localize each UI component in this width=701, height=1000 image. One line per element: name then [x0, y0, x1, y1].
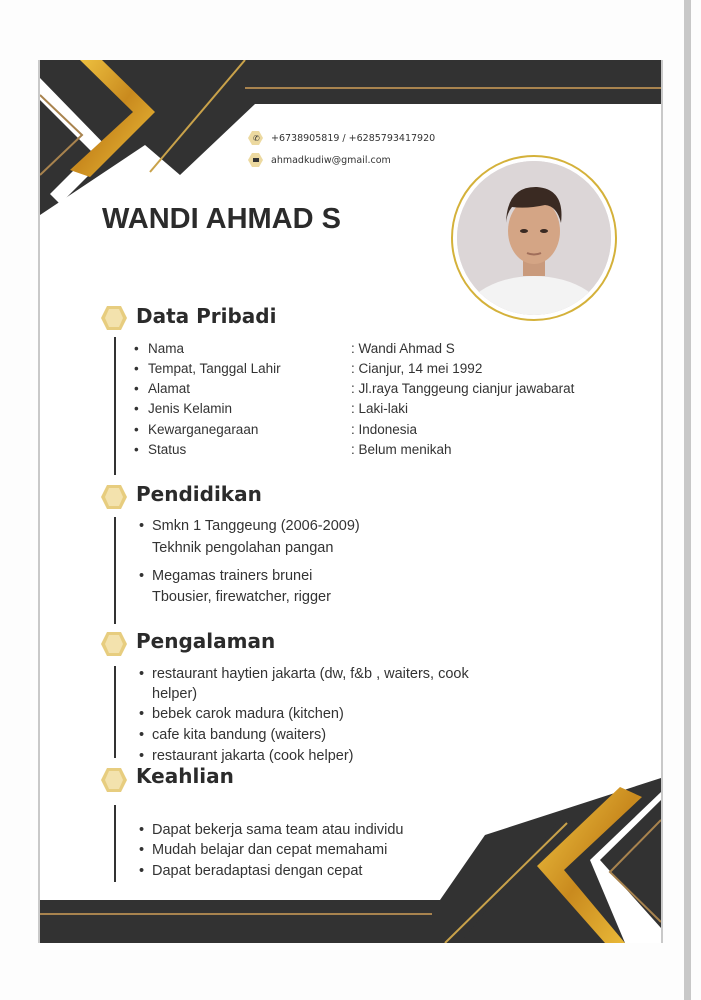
- profile-photo: [451, 155, 617, 321]
- section-hex-icon: [101, 306, 127, 330]
- contact-phone: [248, 131, 435, 145]
- section-hex-icon: [101, 632, 127, 656]
- experience-item: • restaurant haytien jakarta (dw, f&b , waiters, cook: [152, 666, 469, 682]
- contact-email: [248, 153, 391, 167]
- skill-item: • Dapat bekerja sama team atau individu: [152, 822, 403, 838]
- education-item-detail: Tbousier, firewatcher, rigger: [152, 589, 331, 605]
- skill-item: • Dapat beradaptasi dengan cepat: [152, 863, 362, 879]
- mail-icon: [248, 153, 263, 167]
- education-item: • Smkn 1 Tanggeung (2006-2009): [152, 518, 360, 534]
- section-title-skills: Keahlian: [136, 764, 234, 788]
- person-portrait-icon: [457, 161, 611, 315]
- experience-item: • restaurant jakarta (cook helper): [152, 748, 354, 764]
- section-divider: [114, 805, 116, 882]
- svg-text:✆: ✆: [253, 134, 260, 143]
- section-title-experience: Pengalaman: [136, 629, 276, 653]
- scrollbar[interactable]: [684, 0, 691, 1000]
- full-name: WANDI AHMAD S: [102, 203, 341, 235]
- cv-page: ✆ +6738905819 / +6285793417920 ahmadkudiw@gmail.com WANDI AHMAD S Data Pribadi • Nama : Wandi Ahmad S • Tempat, Tanggal Lahir : Cianjur, 14 mei 1992 • Alamat : Jl.raya Tanggeung cianjur jawabarat • Jenis Kelamin : Laki-laki • Kewarganegaraan : Indonesia • Status : Belum menikah Pendidikan • Smkn 1 Tanggeung (2006-2009) Tekhnik pengolahan pangan • Megamas trainers brunei Tbousier, firewatcher, rigger Pengalaman • restaurant haytien jakarta (dw, f&b , waiters, cook helper) • bebek carok madura (kitchen) • cafe kita bandung (waiters) • restaurant jakarta (cook helper) Keahlian • Dapat bekerja sama team atau individu • Mudah belajar dan cepat memahami • Dapat beradaptasi dengan cepat: [40, 60, 661, 943]
- section-divider: [114, 517, 116, 624]
- section-title-education: Pendidikan: [136, 482, 262, 506]
- education-item: • Megamas trainers brunei: [152, 568, 312, 584]
- section-divider: [114, 337, 116, 475]
- phone-icon: [248, 131, 263, 145]
- section-title-personal: Data Pribadi: [136, 304, 277, 328]
- section-divider: [114, 666, 116, 758]
- email-address: ahmadkudiw@gmail.com: [271, 154, 391, 166]
- experience-item: • cafe kita bandung (waiters): [152, 727, 326, 743]
- section-hex-icon: [101, 485, 127, 509]
- experience-item: • bebek carok madura (kitchen): [152, 706, 344, 722]
- experience-item-continued: helper): [152, 686, 198, 702]
- phone-number: +6738905819 / +6285793417920: [271, 132, 436, 144]
- education-item-detail: Tekhnik pengolahan pangan: [152, 540, 334, 556]
- section-hex-icon: [101, 768, 127, 792]
- skill-item: • Mudah belajar dan cepat memahami: [152, 842, 387, 858]
